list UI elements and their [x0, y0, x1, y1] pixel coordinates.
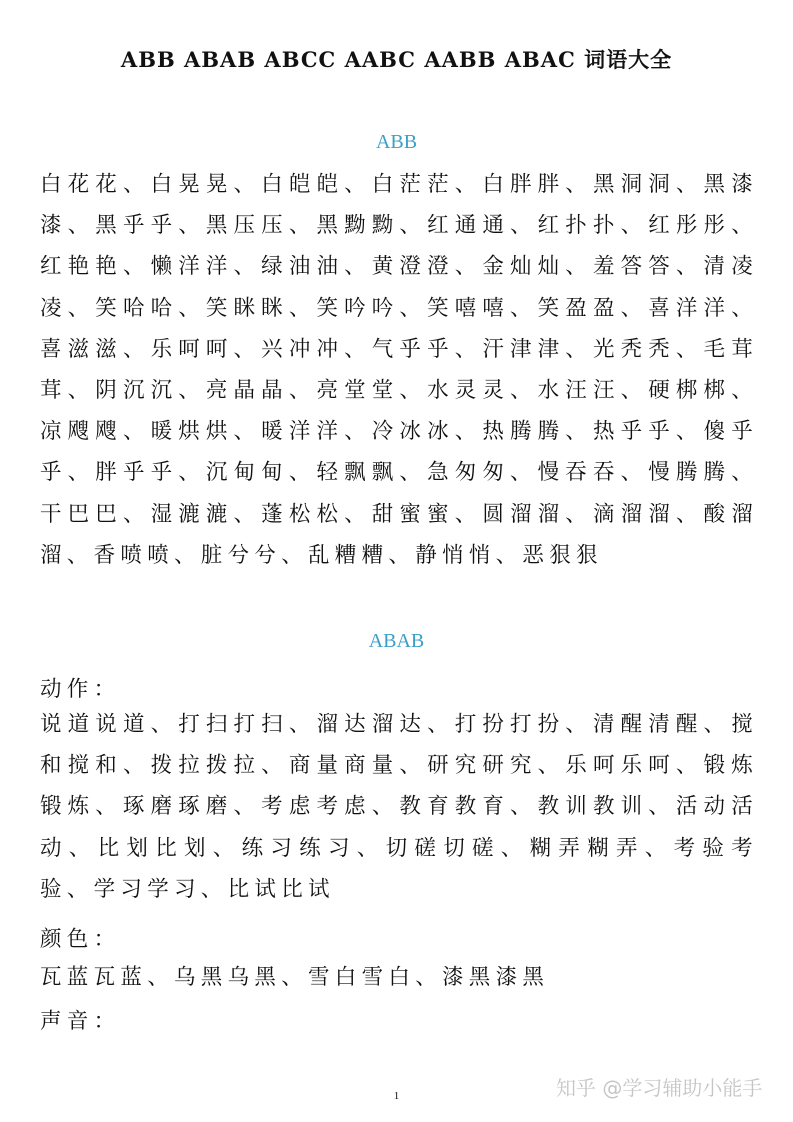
abb-word-list: 白花花、白晃晃、白皑皑、白茫茫、白胖胖、黑洞洞、黑漆漆、黑乎乎、黑压压、黑黝黝、红通通、红扑扑、红彤彤、红艳艳、懒洋洋、绿油油、黄澄澄、金灿灿、羞答答、清凌凌、笑哈哈、笑眯眯、笑吟吟、笑嘻嘻、笑盈盈、喜洋洋、喜滋滋、乐呵呵、兴冲冲、气乎乎、汗津津、光秃秃、毛茸茸、阴沉沉、亮晶晶、亮堂堂、水灵灵、水汪汪、硬梆梆、凉飕飕、暖烘烘、暖洋洋、冷冰冰、热腾腾、热乎乎、傻乎乎、胖乎乎、沉甸甸、轻飘飘、急匆匆、慢吞吞、慢腾腾、干巴巴、湿漉漉、蓬松松、甜蜜蜜、圆溜溜、滴溜溜、酸溜溜、香喷喷、脏兮兮、乱糟糟、静悄悄、恶狠狠: [40, 172, 758, 568]
abab-action-label: 动作：: [40, 677, 121, 702]
document-title: ABB ABAB ABCC AABC AABB ABAC 词语大全: [120, 47, 673, 72]
section-heading-abb: ABB: [375, 131, 418, 153]
abab-color-word-list: 瓦蓝瓦蓝、乌黑乌黑、雪白雪白、漆黑漆黑: [40, 965, 550, 990]
page-number: 1: [393, 1090, 400, 1102]
abab-color-label: 颜色：: [40, 927, 121, 952]
watermark: 知乎 @学习辅助小能手: [556, 1076, 763, 1100]
abab-sound-label: 声音：: [40, 1009, 121, 1034]
section-heading-abab: ABAB: [368, 630, 425, 652]
abab-action-word-list: 说道说道、打扫打扫、溜达溜达、打扮打扮、清醒清醒、搅和搅和、拨拉拨拉、商量商量、研究研究、乐呵乐呵、锻炼锻炼、琢磨琢磨、考虑考虑、教育教育、教训教训、活动活动、比划比划、练习练习、切磋切磋、糊弄糊弄、考验考验、学习学习、比试比试: [40, 712, 758, 902]
